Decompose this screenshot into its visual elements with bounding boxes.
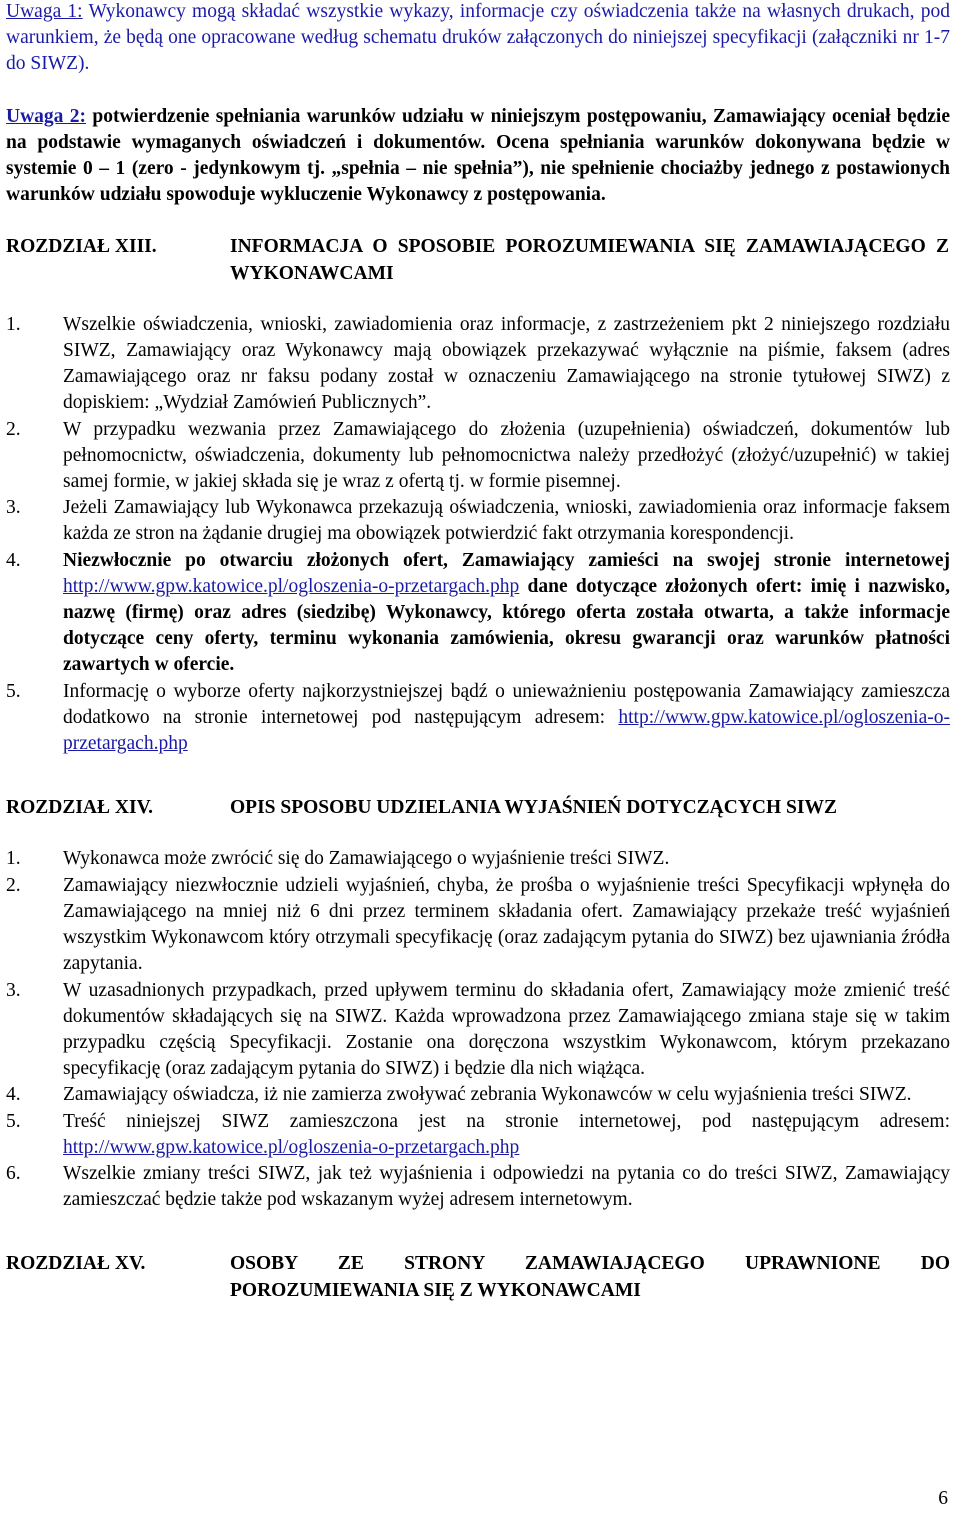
item-number: 2.	[6, 874, 21, 896]
list-item	[6, 1161, 950, 1213]
list-item	[6, 873, 950, 978]
chapter-14-list	[6, 846, 950, 1213]
page-number: 6	[938, 1488, 948, 1509]
chapter-15-title: OSOBY ZE STRONY ZAMAWIAJĄCEGO UPRAWNIONE DO POROZUMIEWANIA SIĘ Z WYKONAWCAMI	[230, 1253, 950, 1301]
item-number: 1.	[6, 848, 21, 870]
website-link[interactable]: http://www.gpw.katowice.pl/ogloszenia-o-przetargach.php	[63, 706, 950, 755]
website-link[interactable]: http://www.gpw.katowice.pl/ogloszenia-o-przetargach.php	[63, 575, 520, 597]
item-text: Niezwłocznie po otwarciu złożonych ofert, Zamawiający zamieści na swojej stronie internetowej http://www.gpw.katowice.pl/ogloszenia-o-przetargach.php dane dotyczące złożonych ofert: imię i nazwisko, nazwę (firmę) oraz adres (siedzibę) Wykonawcy, którego oferta została otwarta, a także informacje dotyczące ceny oferty, terminu wykonania zamówienia, okresu gwarancji oraz warunków płatności zawartych w ofercie.	[63, 549, 950, 676]
item-text: Treść niniejszej SIWZ zamieszczona jest na stronie internetowej, pod następującym adresem: http://www.gpw.katowice.pl/ogloszenia-o-przetargach.php	[63, 1110, 950, 1158]
item-number: 4.	[6, 549, 21, 571]
list-item	[6, 417, 950, 496]
document-page	[6, 0, 950, 1304]
item-text: Wykonawca może zwrócić się do Zamawiającego o wyjaśnienie treści SIWZ.	[63, 848, 670, 870]
list-item	[6, 1082, 950, 1108]
chapter-13-list	[6, 312, 950, 757]
list-item	[6, 846, 950, 872]
item-number: 5.	[6, 1110, 21, 1132]
item-number: 6.	[6, 1162, 21, 1184]
item-number: 4.	[6, 1084, 21, 1106]
list-item	[6, 312, 950, 417]
chapter-14-heading	[6, 795, 950, 821]
item-text: Jeżeli Zamawiający lub Wykonawca przekazują oświadczenia, wnioski, zawiadomienia oraz informacje faksem każda ze stron na żądanie drugiej ma obowiązek potwierdzić fakt otrzymania korespondencji.	[63, 497, 950, 545]
list-item	[6, 495, 950, 547]
chapter-13-title: INFORMACJA O SPOSOBIE POROZUMIEWANIA SIĘ ZAMAWIAJĄCEGO Z WYKONAWCAMI	[230, 236, 949, 284]
item-number: 3.	[6, 979, 21, 1001]
list-item	[6, 679, 950, 758]
website-link[interactable]: http://www.gpw.katowice.pl/ogloszenia-o-przetargach.php	[63, 1136, 520, 1158]
list-item	[6, 548, 950, 679]
chapter-15-heading	[6, 1251, 950, 1303]
chapter-14-label: ROZDZIAŁ XIV.	[6, 797, 154, 819]
item-text: Wszelkie zmiany treści SIWZ, jak też wyjaśnienia i odpowiedzi na pytania co do treści SIWZ, Zamawiający zamieszczać będzie także pod wskazanym wyżej adresem internetowym.	[63, 1162, 950, 1211]
item-number: 2.	[6, 418, 21, 440]
chapter-13-label: ROZDZIAŁ XIII.	[6, 236, 157, 258]
item-text: W przypadku wezwania przez Zamawiającego do złożenia (uzupełnienia) oświadczeń, dokumentów lub pełnomocnictw, oświadczenia, dokumenty lub pełnomocnictwa należy przedłożyć (złożyć/uzupełnić) w takiej samej formie, w jakiej składa się je wraz z ofertą tj. w formie pisemnej.	[63, 418, 950, 493]
item-number: 5.	[6, 680, 21, 702]
note-1	[6, 0, 950, 78]
note-2	[6, 104, 950, 209]
item-text: Wszelkie oświadczenia, wnioski, zawiadomienia oraz informacje, z zastrzeżeniem pkt 2 niniejszego rozdziału SIWZ, Zamawiający oraz Wykonawcy mają obowiązek przekazywać wyłącznie na piśmie, faksem (adres Zamawiającego oraz nr faksu podany został w oznaczeniu Zamawiającego na stronie tytułowej SIWZ) z dopiskiem: „Wydział Zamówień Publicznych”.	[63, 313, 950, 414]
list-item	[6, 978, 950, 1083]
chapter-13-heading	[6, 234, 950, 286]
note-1-label: Uwaga 1:	[6, 1, 83, 22]
list-item	[6, 1109, 950, 1161]
note-2-text: potwierdzenie spełniania warunków udziału w niniejszym postępowaniu, Zamawiający oceniał będzie na podstawie wymaganych oświadczeń i dokumentów. Ocena spełniania warunków dokonywana będzie w systemie 0 – 1 (zero - jedynkowym tj. „spełnia – nie spełnia”), nie spełnienie chociażby jednego z postawionych warunków udziału spowoduje wykluczenie Wykonawcy z postępowania.	[6, 105, 950, 206]
chapter-14-title: OPIS SPOSOBU UDZIELANIA WYJAŚNIEŃ DOTYCZĄCYCH SIWZ	[230, 797, 837, 819]
item-text: Zamawiający oświadcza, iż nie zamierza zwoływać zebrania Wykonawców w celu wyjaśnienia treści SIWZ.	[63, 1084, 912, 1106]
note-1-text: Wykonawcy mogą składać wszystkie wykazy, informacje czy oświadczenia także na własnych drukach, pod warunkiem, że będą one opracowane według schematu druków załączonych do niniejszej specyfikacji (załączniki nr 1-7 do SIWZ).	[6, 1, 950, 75]
item-text: Zamawiający niezwłocznie udzieli wyjaśnień, chyba, że prośba o wyjaśnienie treści Specyfikacji wpłynęła do Zamawiającego na mniej niż 6 dni przez terminem składania ofert. Zamawiający przekaże treść wyjaśnień wszystkim Wykonawcom który otrzymali specyfikację (oraz zadającym pytania do SIWZ) bez ujawniania źródła zapytania.	[63, 874, 950, 975]
item-number: 1.	[6, 313, 21, 335]
item-text: Informację o wyborze oferty najkorzystniejszej bądź o unieważnieniu postępowania Zamawiający zamieszcza dodatkowo na stronie internetowej pod następującym adresem: http://www.gpw.katowice.pl/ogloszenia-o-przetargach.php	[63, 680, 950, 755]
chapter-15-label: ROZDZIAŁ XV.	[6, 1253, 146, 1275]
item-text: W uzasadnionych przypadkach, przed upływem terminu do składania ofert, Zamawiający może zmienić treść dokumentów składających się na SIWZ. Każda wprowadzona przez Zamawiającego zmiana staje się w takim przypadku częścią Specyfikacji. Zostanie ona doręczona wszystkim Wykonawcom, którym przekazano specyfikację (oraz zadającym pytania do SIWZ) i będzie dla nich wiążąca.	[63, 979, 950, 1080]
item-number: 3.	[6, 497, 21, 519]
note-2-label: Uwaga 2:	[6, 105, 87, 127]
